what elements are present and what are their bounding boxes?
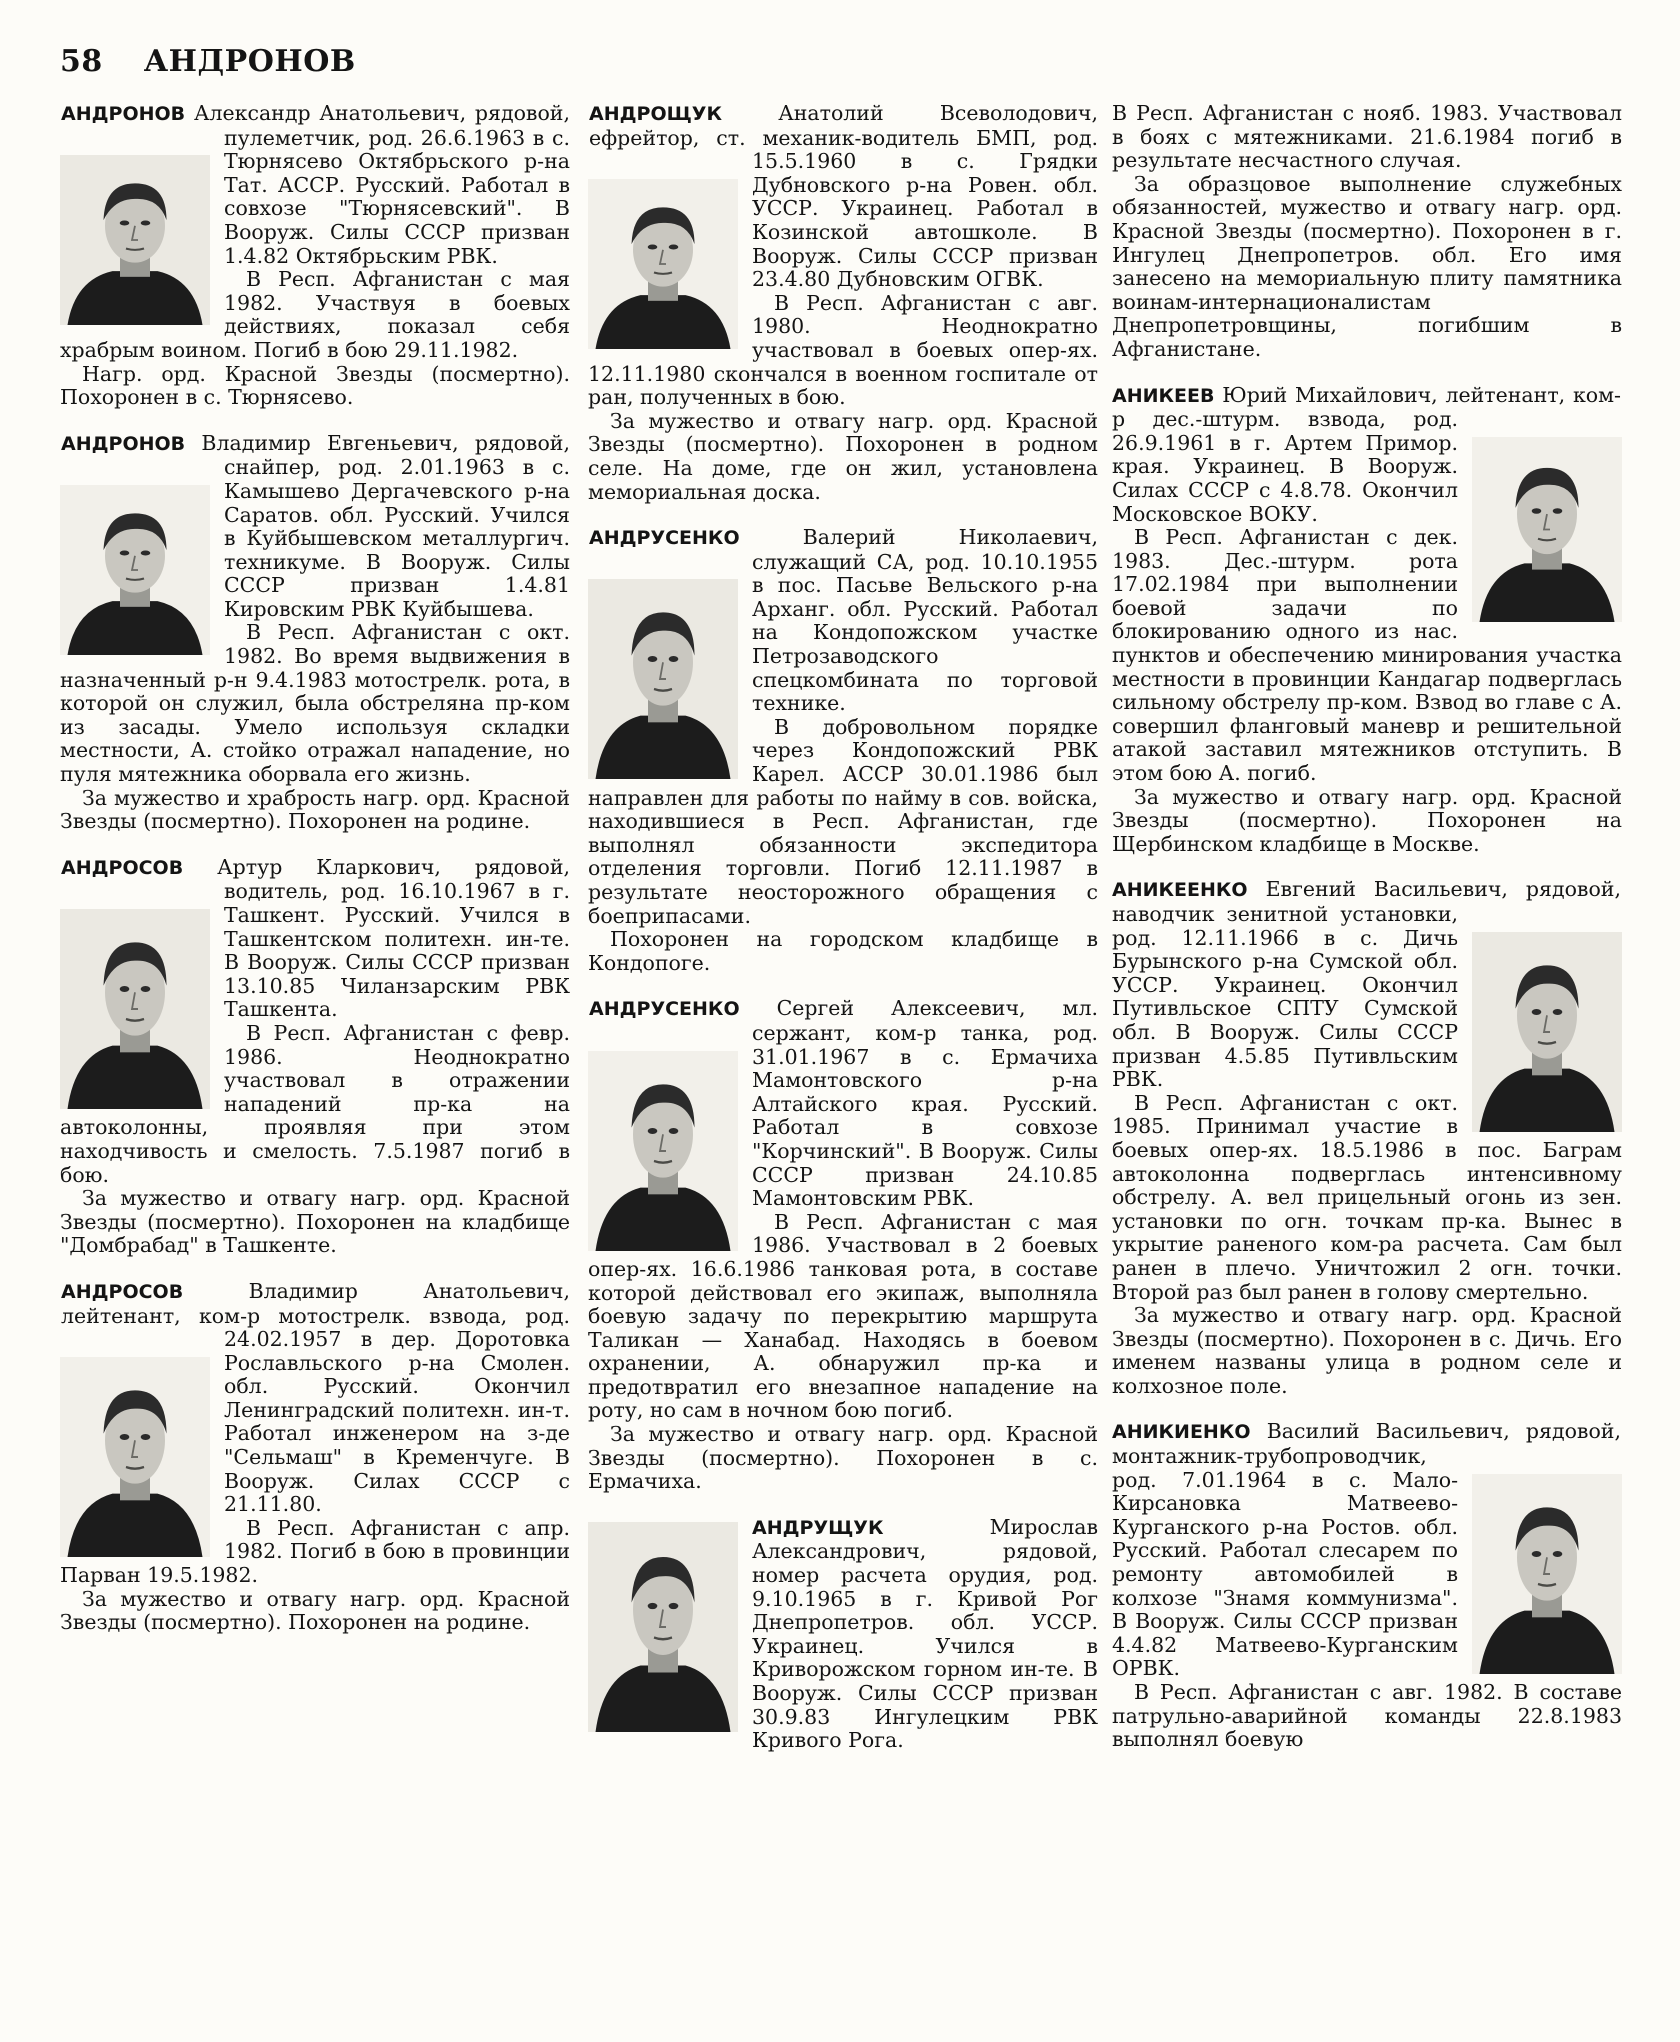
entry-surname: АНДРОНОВ bbox=[61, 103, 186, 125]
entry-paragraph: За мужество и храбрость нагр. орд. Красной Звезды (посмертно). Похоронен на родине. bbox=[60, 785, 570, 834]
entry-text: Артур Кларкович, рядовой, водитель, род. 16.10.1967 в г. Ташкент. Русский. Учился в Ташкентском политехн. ин-те. В Вооруж. Силы СССР призван 13.10.85 Чиланзарским РВК Ташкента. bbox=[217, 854, 570, 1022]
entry-text: Александр Анатольевич, рядовой, пулеметчик, род. 26.6.1963 в с. Тюрнясево Октябрьского р-на Тат. АССР. Русский. Работал в совхозе "Тюрнясевский". В Вооруж. Силы СССР призван 1.4.82 Октябрьским РВК. bbox=[193, 101, 570, 268]
biography-entry bbox=[1112, 384, 1622, 857]
entry-text: Мирослав Александрович, рядовой, номер расчета орудия, род. 9.10.1965 в г. Кривой Рог Днепропетров. обл. УССР. Украинец. Учился в Криворожском горном ин-те. В Вооруж. Силы СССР призван 30.9.83 Ингулецким РВК Кривого Рога. bbox=[752, 1514, 1098, 1753]
entry-lead-paragraph bbox=[1112, 102, 1622, 173]
biography-entry bbox=[1112, 878, 1622, 1398]
entry-surname: АНДРОСОВ bbox=[61, 1280, 184, 1303]
entry-surname: АНДРОНОВ bbox=[61, 432, 186, 455]
entry-paragraph: Похоронен на городском кладбище в Кондопоге. bbox=[588, 927, 1098, 975]
biography-entry bbox=[60, 1280, 570, 1635]
entry-paragraph: За мужество и отвагу нагр. орд. Красной Звезды (посмертно). Похоронен в с. Ермачиха. bbox=[588, 1422, 1098, 1494]
entry-text: Валерий Николаевич, служащий СА, род. 10.10.1955 в пос. Пасьве Вельского р-на Арханг. обл. Русский. Работал на Кондопожском участке Петрозаводского спецкомбината по торговой технике. bbox=[752, 525, 1098, 716]
biography-entry bbox=[60, 102, 570, 410]
portrait-photo bbox=[60, 909, 210, 1109]
biography-entry bbox=[1112, 1420, 1622, 1751]
entry-surname: АНДРУСЕНКО bbox=[589, 998, 740, 1021]
entry-paragraph: В Респ. Афганистан с окт. 1985. Принимал участие в боевых опер-ях. 18.5.1986 в пос. Баграм автоколонна подверглась интенсивному обстрелу. А. вел прицельный огонь из зен. установки по огн. точкам пр-ка. Вынес в укрытие раненого ком-ра расчета. Сам был ранен в плечо. Уничтожил 2 огн. точки. Второй раз был ранен в голову смертельно. bbox=[1112, 1090, 1622, 1304]
entry-paragraph: В Респ. Афганистан с мая 1982. Участвуя в боевых действиях, показал себя храбрым воином. Погиб в бою 29.11.1982. bbox=[60, 267, 570, 362]
biography-entry bbox=[588, 102, 1098, 504]
entry-paragraph: Нагр. орд. Красной Звезды (посмертно). Похоронен в с. Тюрнясево. bbox=[60, 361, 570, 410]
portrait-photo bbox=[588, 179, 738, 349]
photo-spacer bbox=[1621, 1420, 1622, 1467]
entry-text: Сергей Алексеевич, мл. сержант, ком-р танка, род. 31.01.1967 в с. Ермачиха Мамонтовского р-на Алтайского края. Русский. Работал в совхозе "Корчинский". В Вооруж. Силы СССР призван 24.10.85 Мамонтовским РВК. bbox=[752, 996, 1098, 1211]
entry-paragraph: В Респ. Афганистан с февр. 1986. Неоднократно участвовал в отражении нападений пр-ка на автоколонны, проявляя при этом находчивость и смелость. 7.5.1987 погиб в бою. bbox=[60, 1020, 570, 1187]
portrait-photo bbox=[588, 1522, 738, 1732]
entry-paragraph: В Респ. Афганистан с дек. 1983. Дес.-штурм. рота 17.02.1984 при выполнении боевой задачи по блокированию одного из нас. пунктов и обеспечению минирования участка местности в провинции Кандагар подверглась сильному обстрелу пр-ком. Взвод во главе с А. совершил фланговый маневр и решительной атакой заставил мятежников отступить. В этом бою А. погиб. bbox=[1112, 525, 1622, 786]
entry-surname: АНИКИЕНКО bbox=[1112, 1421, 1251, 1444]
entry-surname: АНИКЕЕНКО bbox=[1112, 879, 1248, 902]
biography-entry bbox=[60, 856, 570, 1258]
entry-paragraph: В Респ. Афганистан с авг. 1980. Неоднократно участвовал в боевых опер-ях. 12.11.1980 скончался в военном госпитале от ран, полученных в бою. bbox=[588, 290, 1098, 410]
column-1 bbox=[60, 102, 570, 1657]
photo-spacer bbox=[1621, 878, 1622, 925]
entry-text: Владимир Анатольевич, лейтенант, ком-р мотострелк. взвода, род. 24.02.1957 в дер. Доротовка Рославльского р-на Смолен. обл. Русский. Окончил Ленинградский политехн. ин-т. Работал инженером на з-де "Сельмаш" в Кременчуге. В Вооруж. Силах СССР с 21.11.80. bbox=[61, 1278, 570, 1517]
entry-paragraph: За образцовое выполнение служебных обязанностей, мужество и отвагу нагр. орд. Красной Звезды (посмертно). Похоронен в г. Ингулец Днепропетров. обл. Его имя занесено на мемориальную плиту памятника воинам-интернационалистам Днепропетровщины, погибшим в Афганистане. bbox=[1112, 171, 1622, 361]
biography-entry bbox=[588, 526, 1098, 975]
biography-entry bbox=[60, 432, 570, 834]
photo-spacer bbox=[1621, 384, 1622, 431]
running-title: АНДРОНОВ bbox=[143, 44, 356, 79]
entry-paragraph: За мужество и отвагу нагр. орд. Красной Звезды (посмертно). Похоронен в с. Дичь. Его именем названы улица в родном селе и колхозное поле. bbox=[1112, 1303, 1622, 1398]
entry-surname: АНДРУЩУК bbox=[752, 1516, 884, 1539]
portrait-photo bbox=[60, 1357, 210, 1557]
column-2 bbox=[588, 102, 1098, 1775]
portrait-photo bbox=[1472, 1474, 1622, 1674]
entry-text: Василий Васильевич, рядовой, монтажник-трубопроводчик, род. 7.01.1964 в с. Мало-Кирсановка Матвеево-Курганского р-на Ростов. обл. Русский. Работал слесарем по ремонту автомобилей в колхозе "Знамя коммунизма". В Вооруж. Силы СССР призван 4.4.82 Матвеево-Курганским ОРВК. bbox=[1112, 1419, 1621, 1681]
entry-text: В Респ. Афганистан с нояб. 1983. Участвовал в боях с мятежниками. 21.6.1984 погиб в результате несчастного случая. bbox=[1112, 101, 1622, 173]
entry-text: Владимир Евгеньевич, рядовой, снайпер, род. 2.01.1963 в с. Камышево Дергачевского р-на Саратов. обл. Русский. Учился в Куйбышевском металлургич. техникуме. В Вооруж. Силы СССР призван 1.4.81 Кировским РВК Куйбышева. bbox=[201, 430, 570, 621]
entry-paragraph: За мужество и отвагу нагр. орд. Красной Звезды (посмертно). Похоронен на родине. bbox=[60, 1586, 570, 1635]
entry-paragraph: За мужество и отвагу нагр. орд. Красной Звезды (посмертно). Похоронен на Щербинском кладбище в Москве. bbox=[1112, 784, 1622, 856]
portrait-photo bbox=[1472, 437, 1622, 622]
entry-paragraph: В добровольном порядке через Кондопожский РВК Карел. АССР 30.01.1986 был направлен для работы по найму в сов. войска, находившиеся в Респ. Афганистан, где выполнял обязанности экспедитора отделения торговли. Погиб 12.11.1987 в результате неосторожного обращения с боеприпасами. bbox=[588, 714, 1098, 928]
portrait-photo bbox=[588, 579, 738, 779]
entry-surname: АНИКЕЕВ bbox=[1112, 384, 1215, 407]
entry-text: Юрий Михайлович, лейтенант, ком-р дес.-штурм. взвода, род. 26.9.1961 в г. Артем Примор. края. Украинец. В Вооруж. Силах СССР с 4.8.78. Окончил Московское ВОКУ. bbox=[1112, 382, 1621, 526]
portrait-photo bbox=[1472, 932, 1622, 1132]
entry-paragraph: В Респ. Афганистан с апр. 1982. Погиб в бою в провинции Парван 19.5.1982. bbox=[60, 1515, 570, 1588]
portrait-photo bbox=[588, 1051, 738, 1251]
page-number: 58 bbox=[60, 44, 103, 79]
entry-paragraph: В Респ. Афганистан с мая 1986. Участвовал в 2 боевых опер-ях. 16.6.1986 танковая рота, в составе которой действовал его экипаж, выполняла боевую задачу по перекрытию маршрута Таликан — Ханабад. Находясь в боевом охранении, А. обнаружил пр-ка и предотвратил его внезапное нападение на роту, но сам в ночном бою погиб. bbox=[588, 1209, 1098, 1423]
entry-surname: АНДРУСЕНКО bbox=[589, 527, 740, 550]
page-header bbox=[60, 44, 386, 79]
entry-paragraph: За мужество и отвагу нагр. орд. Красной Звезды (посмертно). Похоронен на кладбище "Домбрабад" в Ташкенте. bbox=[60, 1186, 570, 1258]
entry-surname: АНДРОЩУК bbox=[589, 103, 722, 125]
entry-paragraph: За мужество и отвагу нагр. орд. Красной Звезды (посмертно). Похоронен в родном селе. На доме, где он жил, установлена мемориальная доска. bbox=[588, 408, 1098, 504]
entry-paragraph: В Респ. Афганистан с авг. 1982. В составе патрульно-аварийной команды 22.8.1983 выполнял боевую bbox=[1112, 1680, 1622, 1752]
portrait-photo bbox=[60, 485, 210, 655]
biography-entry bbox=[588, 997, 1098, 1493]
biography-entry bbox=[588, 1516, 1098, 1753]
entry-text: Евгений Васильевич, рядовой, наводчик зенитной установки, род. 12.11.1966 в с. Дичь Бурынского р-на Сумской обл. УССР. Украинец. Окончил Путивльское СПТУ Сумской обл. В Вооруж. Силы СССР призван 4.5.85 Путивльским РВК. bbox=[1112, 877, 1621, 1092]
entry-text: Анатолий Всеволодович, ефрейтор, ст. механик-водитель БМП, род. 15.5.1960 в с. Грядки Дубновского р-на Ровен. обл. УССР. Украинец. Работал в Козинской автошколе. В Вооруж. Силы СССР призван 23.4.80 Дубновским ОГВК. bbox=[589, 101, 1098, 292]
entry-paragraph: В Респ. Афганистан с окт. 1982. Во время выдвижения в назначенный р-н 9.4.1983 мотострелк. рота, в которой он служил, была обстреляна пр-ком из засады. Умело используя складки местности, А. стойко отражал нападение, но пуля мятежника оборвала его жизнь. bbox=[60, 620, 570, 787]
column-3 bbox=[1112, 102, 1622, 1774]
entry-surname: АНДРОСОВ bbox=[61, 856, 184, 879]
portrait-photo bbox=[60, 155, 210, 325]
biography-entry bbox=[1112, 102, 1622, 362]
